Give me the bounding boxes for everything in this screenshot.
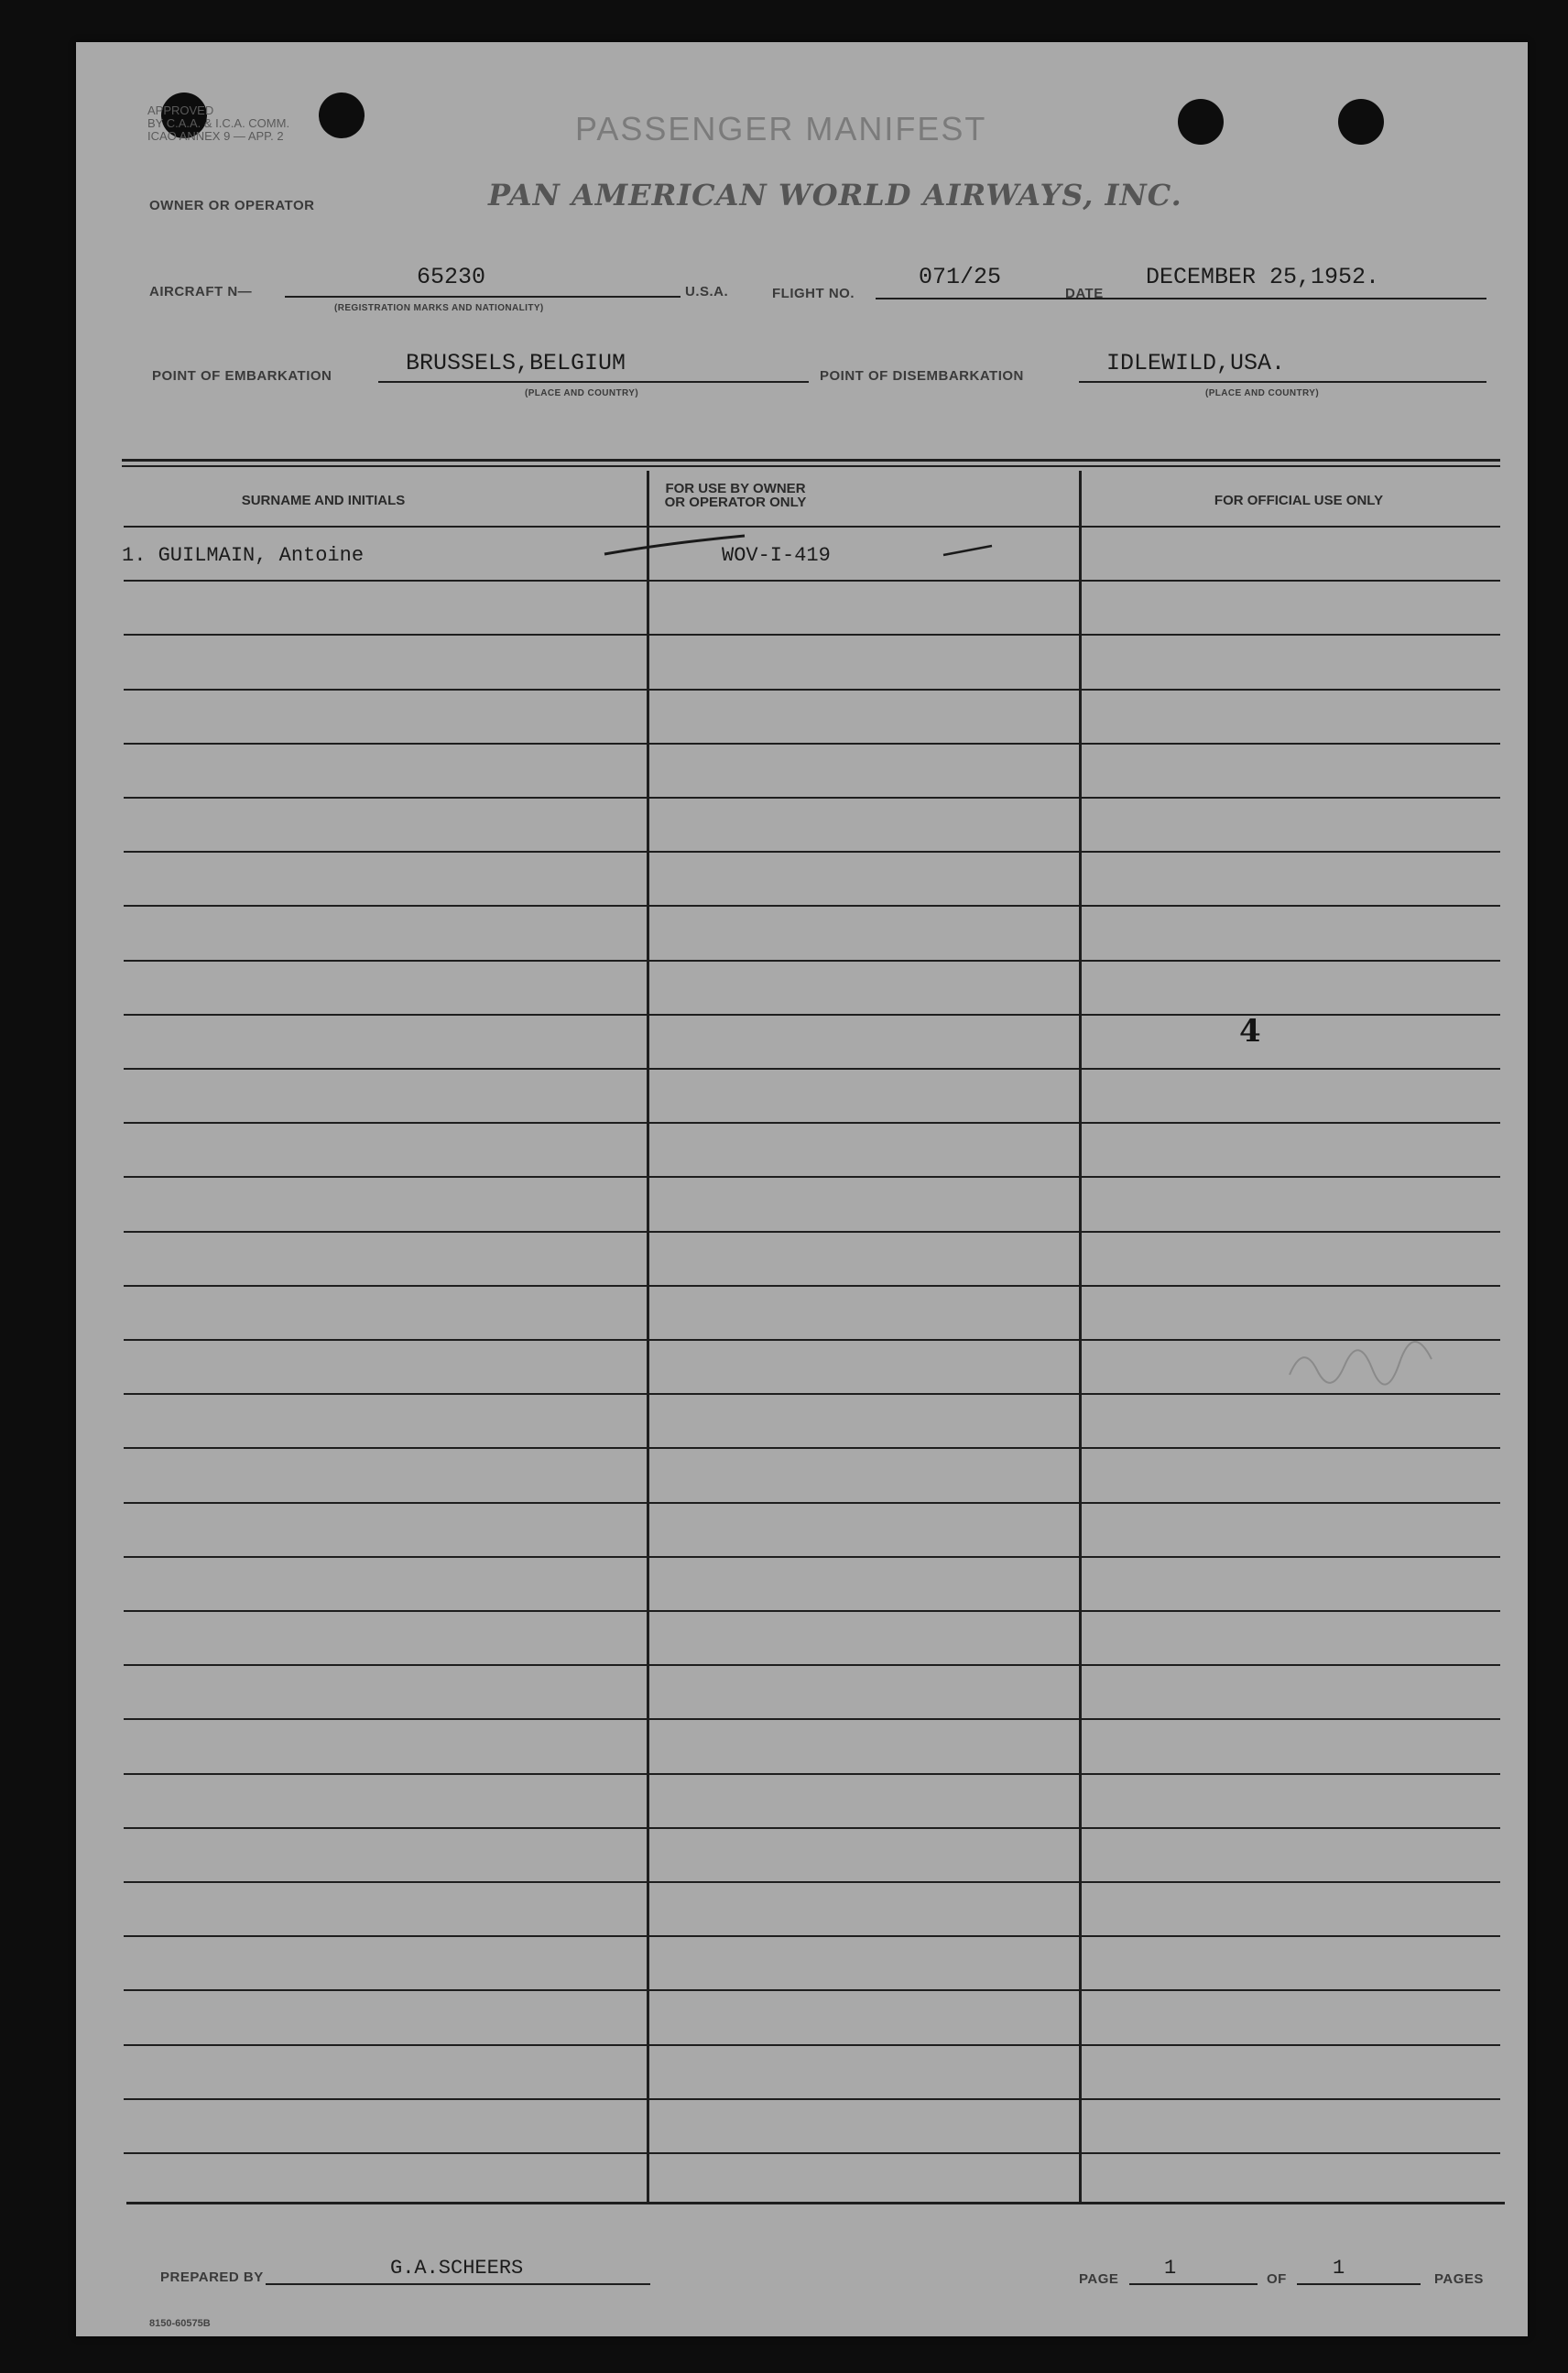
column-header-owner-use: FOR USE BY OWNER OR OPERATOR ONLY — [664, 481, 807, 510]
prepared-label: PREPARED BY — [160, 2270, 264, 2285]
of-underline — [1297, 2283, 1421, 2285]
disembark-note: (PLACE AND COUNTRY) — [1205, 388, 1320, 398]
pen-stroke — [942, 542, 996, 561]
faint-signature — [1285, 1333, 1450, 1388]
table-row-line — [124, 1447, 1500, 1449]
pages-label: PAGES — [1434, 2271, 1484, 2287]
table-row-line — [124, 797, 1500, 799]
form-number: 8150-60575B — [149, 2318, 211, 2329]
table-row-line — [124, 526, 1500, 528]
table-row-line — [124, 634, 1500, 636]
aircraft-label: AIRCRAFT N— — [149, 284, 253, 299]
table-row-line — [124, 689, 1500, 691]
table-top-rule-2 — [122, 465, 1500, 467]
table-row-name: 1. GUILMAIN, Antoine — [122, 544, 365, 567]
date-value: DECEMBER 25,1952. — [1146, 264, 1380, 290]
table-row-line — [124, 1881, 1500, 1883]
table-row-line — [124, 1068, 1500, 1070]
table-row-owner-use: WOV-I-419 — [722, 544, 831, 567]
flight-label: FLIGHT NO. — [772, 286, 855, 301]
table-row-line — [124, 960, 1500, 962]
punch-hole — [1178, 99, 1224, 145]
disembark-value: IDLEWILD,USA. — [1106, 350, 1286, 376]
page-title: PASSENGER MANIFEST — [575, 110, 987, 147]
table-row-line — [124, 1502, 1500, 1504]
flight-value: 071/25 — [919, 264, 1002, 290]
table-row-line — [124, 851, 1500, 853]
embark-value: BRUSSELS,BELGIUM — [406, 350, 626, 376]
embark-underline — [378, 381, 809, 383]
table-top-rule — [122, 459, 1500, 462]
table-row-line — [124, 1122, 1500, 1124]
prepared-value: G.A.SCHEERS — [390, 2257, 524, 2280]
embark-label: POINT OF EMBARKATION — [152, 368, 332, 384]
table-row-line — [124, 1718, 1500, 1720]
disembark-label: POINT OF DISEMBARKATION — [820, 368, 1024, 384]
manifest-sheet — [76, 42, 1528, 2336]
of-label: OF — [1267, 2271, 1287, 2287]
owner-value: PAN AMERICAN WORLD AIRWAYS, INC. — [488, 178, 1182, 212]
table-row-line — [124, 1664, 1500, 1666]
table-row-line — [124, 2152, 1500, 2154]
table-row-line — [124, 1989, 1500, 1991]
table-row-line — [124, 1935, 1500, 1937]
table-row-line — [124, 905, 1500, 907]
column-header-surname: SURNAME AND INITIALS — [241, 493, 406, 508]
punch-hole — [319, 93, 365, 138]
prepared-underline — [266, 2283, 650, 2285]
table-row-line — [124, 1231, 1500, 1233]
table-row-line — [124, 1176, 1500, 1178]
table-bottom-rule — [126, 2202, 1505, 2204]
table-row-line — [124, 1014, 1500, 1016]
table-row-line — [124, 2044, 1500, 2046]
date-label: DATE — [1065, 286, 1104, 301]
aircraft-value: 65230 — [417, 264, 486, 290]
table-row-line — [124, 1773, 1500, 1775]
page-label: PAGE — [1079, 2271, 1119, 2287]
page-value: 1 — [1164, 2257, 1177, 2280]
embark-note: (PLACE AND COUNTRY) — [525, 388, 639, 398]
table-row-line — [124, 580, 1500, 582]
pages-value: 1 — [1333, 2257, 1345, 2280]
table-row-line — [124, 1827, 1500, 1829]
form-approval-note: APPROVED BY C.A.A. & I.C.A. COMM. ICAO ANNEX 9 — APP. 2 — [147, 103, 290, 143]
column-divider — [647, 471, 649, 2202]
pen-stroke — [603, 532, 749, 560]
official-mark: 4 — [1239, 1013, 1261, 1050]
usa-label: U.S.A. — [685, 284, 729, 299]
table-row-line — [124, 1610, 1500, 1612]
aircraft-underline — [285, 296, 681, 298]
column-header-official: FOR OFFICIAL USE ONLY — [1214, 493, 1384, 508]
column-divider — [1079, 471, 1082, 2202]
table-row-line — [124, 2098, 1500, 2100]
table-row-line — [124, 1393, 1500, 1395]
disembark-underline — [1079, 381, 1486, 383]
page-underline — [1129, 2283, 1258, 2285]
registration-note: (REGISTRATION MARKS AND NATIONALITY) — [334, 303, 544, 313]
owner-label: OWNER OR OPERATOR — [149, 198, 315, 213]
punch-hole — [1338, 99, 1384, 145]
table-row-line — [124, 1556, 1500, 1558]
flight-underline — [876, 298, 1150, 299]
date-underline — [1116, 298, 1486, 299]
table-row-line — [124, 743, 1500, 745]
table-row-line — [124, 1285, 1500, 1287]
